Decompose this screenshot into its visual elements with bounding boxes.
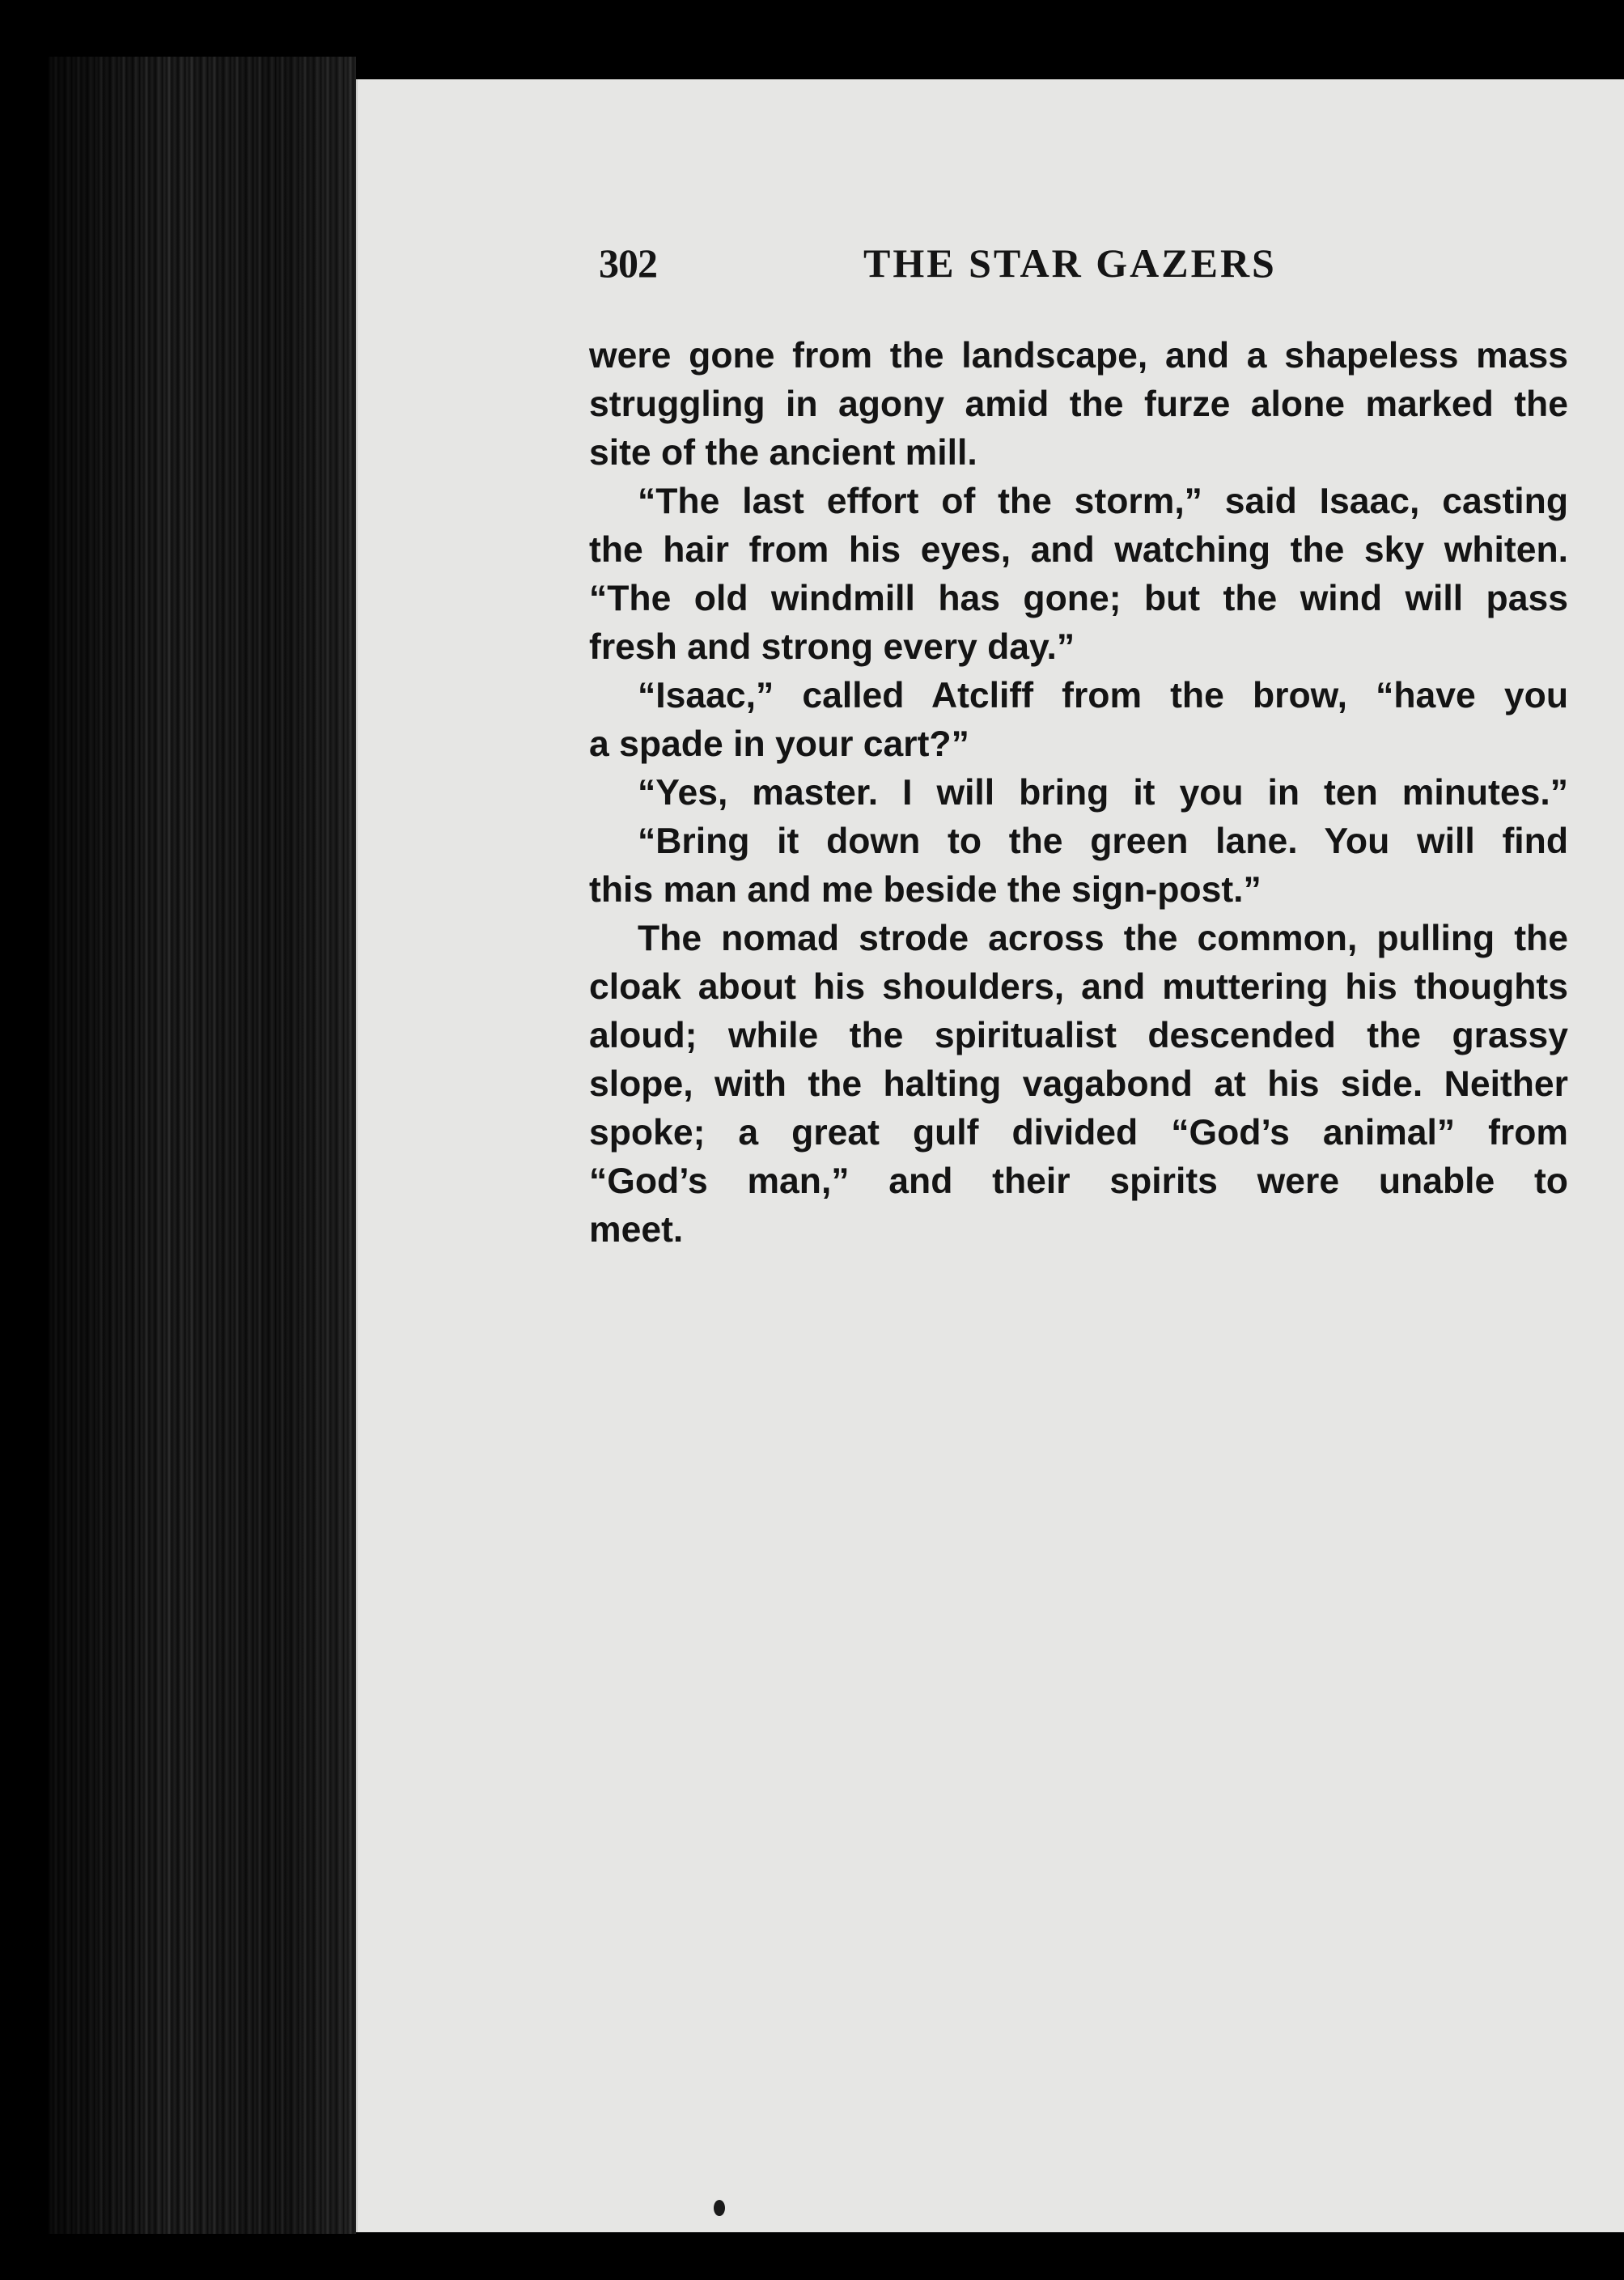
- text-line: struggling in agony amid the furze alone marked the: [589, 384, 1568, 424]
- text-line: “Isaac,” called Atcliff from the brow, “have you: [638, 676, 1568, 715]
- text-line: aloud; while the spiritualist descended the grassy: [589, 1016, 1568, 1055]
- text-line: were gone from the landscape, and a shapeless mass: [589, 336, 1568, 376]
- text-line: “God’s man,” and their spirits were unable to: [589, 1161, 1568, 1201]
- book-page-edges: [49, 57, 356, 2234]
- text-line: cloak about his shoulders, and muttering his thoughts: [589, 967, 1568, 1007]
- running-head: [599, 240, 1570, 296]
- text-line: a spade in your cart?”: [589, 724, 969, 764]
- running-title: THE STAR GAZERS: [863, 240, 1277, 286]
- page-number: 302: [599, 240, 657, 286]
- ink-speck: [714, 2200, 725, 2216]
- text-line: this man and me beside the sign-post.”: [589, 870, 1261, 910]
- text-line: “Yes, master. I will bring it you in ten minutes.”: [638, 773, 1568, 813]
- text-line: the hair from his eyes, and watching the sky whiten.: [589, 530, 1568, 570]
- body-text: [589, 332, 1568, 1255]
- text-line: The nomad strode across the common, pulling the: [638, 919, 1568, 958]
- text-line: fresh and strong every day.”: [589, 627, 1075, 667]
- text-line: site of the ancient mill.: [589, 433, 977, 473]
- text-line: slope, with the halting vagabond at his side. Neither: [589, 1064, 1568, 1104]
- text-line: meet.: [589, 1210, 684, 1250]
- text-line: spoke; a great gulf divided “God’s animal” from: [589, 1113, 1568, 1153]
- text-line: “Bring it down to the green lane. You will find: [638, 822, 1568, 861]
- text-line: “The old windmill has gone; but the wind will pass: [589, 579, 1568, 618]
- text-line: “The last effort of the storm,” said Isaac, casting: [638, 482, 1568, 521]
